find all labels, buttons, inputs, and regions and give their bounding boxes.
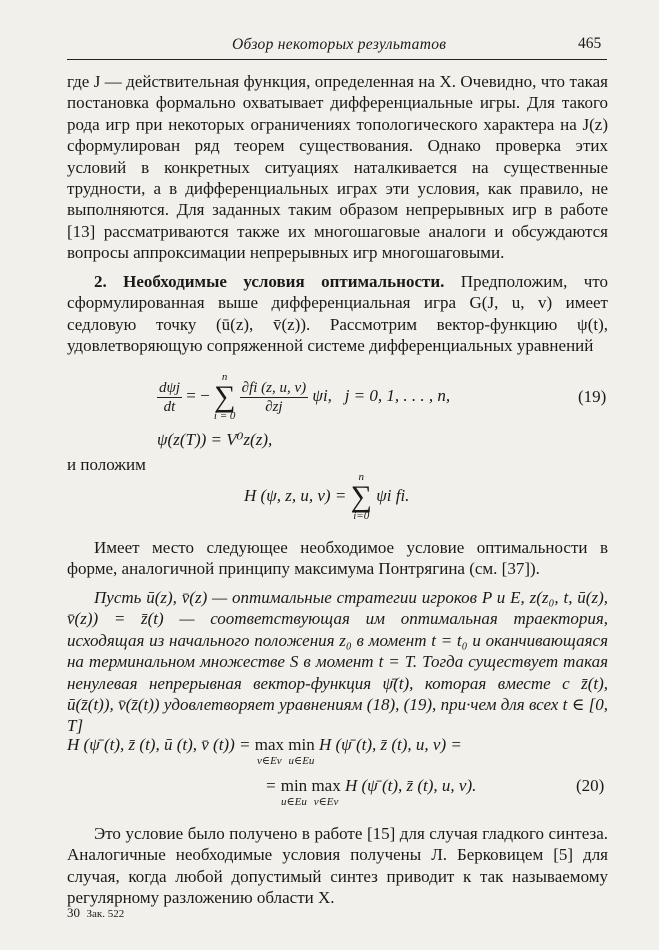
header-rule — [67, 59, 607, 60]
sum-operator: n ∑ i=0 — [350, 471, 372, 522]
paragraph-intro: где J — действительная функция, определенная на X. Очевидно, что такая постановка формально охватывает дифференциальные игры. Для такого рода игр при некоторых ограничениях топологического характера на J(z) сформулирован ряд теорем существования. Однако проверка этих условий в конкретных ситуациях наталкивается на существенные трудности, а в дифференциальных играх эти условия, как правило, не выполняются. Для заданных таким образом непрерывных игр в работе [13] рассматриваются также их многошаговые аналоги и обсуждаются вопросы аппроксимации непрерывных игр многошаговыми. — [67, 72, 608, 263]
equation-20-line-1: H (ψ̄ (t), z̄ (t), ū (t), v̄ (t)) = max v∈Ev min u∈Eu H (ψ̄ (t), z̄ (t), u, v) = — [67, 735, 462, 767]
printer-signature: 30 Зак. 522 — [67, 905, 125, 920]
paragraph-maximum-principle: Имеет место следующее необходимое условие оптимальности в форме, аналогичной принципу максимума Понтрягина (см. [37]). — [67, 538, 608, 579]
equation-number-20: (20) — [576, 776, 605, 795]
lhs-fraction: $\frac{\text{dψj}}{dt}$ — [159, 379, 180, 415]
equation-19: $\frac{\text{dψj}}{dt}$ = − n ∑ i = 0 $\frac{\partial fi (z, u, v)}{\partial zj}$ ψi, j = 0, 1, . . . , n, — [159, 371, 451, 422]
theorem-statement: Пусть ū(z), v̄(z) — оптимальные стратегии игроков P и E, z(z₀, t, ū(z), v̄(z)) = z̄(t) — соответствующая им оптимальная траектория, исходящая из начального положения z₀ в момент t = t₀ и оканчивающаяся на терминальном множестве S в момент t = T. Тогда существует такая ненулевая непрерывная вектор-функция ψ̄(t), которая вместе с z̄(t), ū(z̄(t)), v̄(z̄(t)) удовлетворяет уравнениям (18), (19), при·чем для всех t ∈ [0, T] — [67, 588, 608, 736]
section-2-heading: 2. Необходимые условия оптимальности. — [94, 272, 445, 291]
paragraph-berkovitz: Это условие было получено в работе [15] для случая гладкого синтеза. Аналогичные необходимые условия получены Л. Берковицем [5] для случая, когда любой допустимый синтез приводит к так называемому регулярному разложению области X. — [67, 824, 608, 908]
page-number: 465 — [578, 35, 602, 52]
sum-operator: n ∑ i = 0 — [213, 371, 236, 422]
boundary-condition: ψ(z(T)) = V⁰z(z), — [157, 430, 273, 449]
equation-number-19: (19) — [578, 387, 607, 406]
equation-20-line-2: = min u∈Eu max v∈Ev H (ψ̄ (t), z̄ (t), u, v). — [265, 776, 477, 808]
running-header: Обзор некоторых результатов — [232, 36, 447, 53]
section-2-paragraph — [67, 271, 608, 357]
rhs-fraction: $\frac{\partial fi (z, u, v)}{\partial zj}$ — [241, 379, 307, 415]
hamiltonian-equation: H (ψ, z, u, v) = n ∑ i=0 ψi fi. — [244, 471, 410, 522]
text-and-let: и положим — [67, 455, 146, 474]
section-2-text: Предположим, что сформулированная выше дифференциальная игра G(J, u, v) имеет седловую точку (ū(z), v̄(z)). Рассмотрим вектор-функцию ψ(t), удовлетворяющую сопряженной системе дифференциальных уравнений — [67, 272, 608, 356]
